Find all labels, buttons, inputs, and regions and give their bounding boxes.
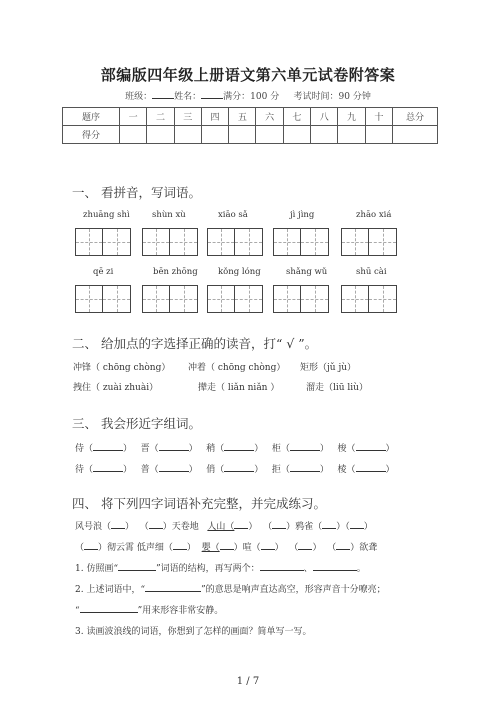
question-text: 1. 仿照画“ — [75, 564, 119, 574]
pinyin-label: xiāo sǎ — [218, 210, 248, 220]
page-number: 1 / 7 — [236, 676, 260, 687]
pronunciation-item[interactable]: 冲锋（ chōng chòng） — [73, 363, 171, 373]
idiom-text: 人山（ — [207, 522, 235, 532]
close-paren: ） — [385, 444, 395, 454]
char-prompt: 待（ — [75, 465, 94, 475]
writing-cell[interactable] — [342, 229, 369, 255]
score-header-cell: 五 — [229, 108, 256, 126]
writing-grid[interactable] — [207, 285, 263, 313]
writing-cell[interactable] — [301, 229, 328, 255]
writing-cell[interactable] — [235, 229, 262, 255]
writing-cell[interactable] — [143, 286, 170, 312]
score-cell[interactable] — [283, 126, 310, 144]
answer-blank[interactable] — [145, 582, 201, 592]
question-1 — [75, 561, 366, 574]
score-row — [63, 126, 438, 144]
idiom-text: ）天卷地 — [162, 522, 199, 532]
idiom-text: （ — [289, 543, 299, 553]
writing-grid[interactable] — [341, 228, 397, 256]
idiom-line — [75, 519, 373, 532]
pronunciation-item[interactable]: 溜走（liū liù） — [306, 383, 368, 393]
char-prompt: 柜（ — [271, 444, 290, 454]
char-prompt: 晋（ — [140, 444, 159, 454]
writing-cell[interactable] — [76, 229, 103, 255]
char-prompt: 棱（ — [337, 465, 356, 475]
answer-blank[interactable] — [356, 441, 386, 451]
score-header-cell: 三 — [174, 108, 201, 126]
answer-blank[interactable] — [80, 603, 138, 613]
idiom-text: ） — [248, 522, 258, 532]
answer-blank[interactable] — [149, 519, 163, 529]
pinyin-label: shùn xù — [152, 210, 186, 220]
score-cell[interactable] — [365, 126, 392, 144]
score-header-cell: 二 — [147, 108, 174, 126]
writing-cell[interactable] — [369, 286, 396, 312]
idiom-text: （ — [263, 522, 273, 532]
answer-blank[interactable] — [159, 441, 189, 451]
score-header-cell: 六 — [256, 108, 283, 126]
writing-grid[interactable] — [273, 228, 329, 256]
score-header-cell: 一 — [120, 108, 147, 126]
pronunciation-item[interactable]: 冲着（ chōng chòng） — [188, 363, 286, 373]
question-text: ”用来形容非常安静。 — [137, 606, 224, 616]
idiom-text: ）彻云霄 低声细（ — [98, 543, 173, 553]
close-paren: ） — [123, 465, 133, 475]
section4-heading: 四、 将下列四字词语补充完整，并完成练习。 — [72, 496, 326, 511]
idiom-text: （ — [327, 543, 337, 553]
score-header-cell: 十 — [365, 108, 392, 126]
writing-cell[interactable] — [274, 286, 301, 312]
writing-cell[interactable] — [369, 229, 396, 255]
close-paren: ） — [385, 465, 395, 475]
question-2 — [75, 582, 386, 595]
writing-cell[interactable] — [342, 286, 369, 312]
score-cell[interactable] — [393, 126, 438, 144]
answer-blank[interactable] — [93, 441, 123, 451]
pronunciation-item[interactable]: 矩形（jǔ jù） — [300, 363, 357, 373]
question-2-continued — [75, 603, 223, 616]
writing-cell[interactable] — [170, 286, 197, 312]
answer-blank[interactable] — [224, 462, 254, 472]
section2-heading: 二、 给加点的字选择正确的读音，打“ √ ”。 — [72, 336, 318, 351]
writing-cell[interactable] — [76, 286, 103, 312]
answer-blank[interactable] — [313, 561, 357, 571]
pinyin-label: kǒng lóng — [218, 267, 261, 277]
idiom-text: （ — [139, 522, 149, 532]
score-cell[interactable] — [147, 126, 174, 144]
close-paren: ） — [319, 444, 329, 454]
question-text: ”的意思是响声直达高空，形容声音十分嘹亮； — [201, 585, 386, 595]
close-paren: ） — [123, 444, 133, 454]
answer-blank[interactable] — [118, 561, 156, 571]
answer-blank[interactable] — [260, 561, 304, 571]
close-paren: ） — [254, 444, 264, 454]
writing-cell[interactable] — [235, 286, 262, 312]
char-prompt: 普（ — [140, 465, 159, 475]
answer-blank[interactable] — [290, 441, 320, 451]
pinyin-label: shū cài — [356, 267, 387, 277]
answer-blank[interactable] — [290, 462, 320, 472]
writing-cell[interactable] — [103, 229, 130, 255]
idiom-text: ） — [274, 543, 284, 553]
idiom-line — [75, 540, 377, 553]
writing-grid[interactable] — [207, 228, 263, 256]
score-header-cell: 四 — [201, 108, 228, 126]
writing-cell[interactable] — [274, 229, 301, 255]
question-text: 。 — [356, 564, 366, 574]
close-paren: ） — [319, 465, 329, 475]
score-header-cell: 八 — [311, 108, 338, 126]
score-row-label: 得分 — [63, 126, 120, 144]
answer-blank[interactable] — [234, 519, 248, 529]
score-cell[interactable] — [201, 126, 228, 144]
answer-blank[interactable] — [356, 462, 386, 472]
pinyin-label: jì jìng — [290, 210, 315, 220]
score-header-cell: 题序 — [63, 108, 120, 126]
close-paren: ） — [188, 465, 198, 475]
score-cell[interactable] — [256, 126, 283, 144]
question-text: 、 — [303, 564, 313, 574]
char-prompt: 梭（ — [337, 444, 356, 454]
idiom-text: ） — [312, 543, 322, 553]
score-header-cell: 九 — [338, 108, 365, 126]
writing-grid[interactable] — [142, 228, 198, 256]
idiom-text: ）欲聋 — [350, 543, 378, 553]
section3-heading: 三、 我会形近字组词。 — [72, 416, 201, 431]
writing-cell[interactable] — [301, 286, 328, 312]
answer-blank[interactable] — [173, 540, 187, 550]
similar-char-row — [75, 462, 395, 475]
question-3: 3. 读画波浪线的词语，你想到了怎样的画面？简单写一写。 — [75, 627, 312, 637]
exam-info — [0, 89, 496, 102]
idiom-text: 嬰（ — [201, 543, 220, 553]
answer-blank[interactable] — [336, 540, 350, 550]
score-cell[interactable] — [120, 126, 147, 144]
idiom-text: ）鸦雀（ — [286, 522, 323, 532]
answer-blank[interactable] — [350, 519, 364, 529]
answer-blank[interactable] — [261, 540, 275, 550]
score-cell[interactable] — [229, 126, 256, 144]
idiom-text: ） — [363, 522, 373, 532]
idiom-text: 风号浪（ — [75, 522, 112, 532]
score-header-row — [63, 108, 438, 126]
writing-grid[interactable] — [75, 285, 131, 313]
answer-blank[interactable] — [220, 540, 234, 550]
writing-cell[interactable] — [208, 229, 235, 255]
answer-blank[interactable] — [272, 519, 286, 529]
char-prompt: 俏（ — [206, 465, 225, 475]
score-header-cell: 总分 — [393, 108, 438, 126]
pronunciation-item[interactable]: 撵走（ liǎn niǎn ） — [198, 383, 280, 393]
page-title: 部编版四年级上册语文第六单元试卷附答案 — [100, 66, 396, 84]
idiom-text: ） — [125, 522, 135, 532]
answer-blank[interactable] — [84, 540, 98, 550]
idiom-text: ） — [186, 543, 196, 553]
pinyin-label: zhuāng shì — [83, 210, 130, 220]
idiom-text: ）喧（ — [233, 543, 261, 553]
writing-grid[interactable] — [142, 285, 198, 313]
answer-blank[interactable] — [224, 441, 254, 451]
exam-time: 考试时间：90 分钟 — [293, 92, 371, 102]
score-cell[interactable] — [338, 126, 365, 144]
close-paren: ） — [188, 444, 198, 454]
question-text: “ — [75, 606, 80, 616]
idiom-text: （ — [75, 543, 85, 553]
pinyin-label: qē zi — [93, 267, 114, 277]
answer-blank[interactable] — [322, 519, 336, 529]
pinyin-label: zhāo xiá — [356, 210, 392, 220]
question-text: 2. 上述词语中，“ — [75, 585, 146, 595]
similar-char-row — [75, 441, 395, 454]
answer-blank[interactable] — [159, 462, 189, 472]
answer-blank[interactable] — [111, 519, 125, 529]
char-prompt: 拒（ — [271, 465, 290, 475]
question-text: ”词语的结构，再写两个： — [156, 564, 260, 574]
pinyin-label: bēn zhōng — [153, 267, 198, 277]
writing-cell[interactable] — [208, 286, 235, 312]
pinyin-label: shǎng wǔ — [286, 267, 328, 277]
full-score: 满分：100 分 — [223, 92, 280, 102]
score-cell[interactable] — [174, 126, 201, 144]
score-header-cell: 七 — [283, 108, 310, 126]
writing-grid[interactable] — [341, 285, 397, 313]
writing-grid[interactable] — [75, 228, 131, 256]
class-blank[interactable] — [152, 89, 174, 99]
answer-blank[interactable] — [93, 462, 123, 472]
writing-cell[interactable] — [143, 229, 170, 255]
writing-cell[interactable] — [170, 229, 197, 255]
writing-grid[interactable] — [273, 285, 329, 313]
char-prompt: 稍（ — [206, 444, 225, 454]
answer-blank[interactable] — [298, 540, 312, 550]
char-prompt: 侍（ — [75, 444, 94, 454]
close-paren: ） — [254, 465, 264, 475]
name-blank[interactable] — [201, 89, 223, 99]
writing-cell[interactable] — [103, 286, 130, 312]
idiom-text: ）（ — [336, 522, 350, 532]
section1-heading: 一、 看拼音，写词语。 — [72, 185, 201, 200]
pronunciation-item[interactable]: 拽住（ zuài zhuài） — [73, 383, 159, 393]
score-cell[interactable] — [311, 126, 338, 144]
name-label: 姓名： — [174, 92, 202, 102]
score-table — [62, 107, 438, 144]
class-label: 班级： — [125, 92, 153, 102]
